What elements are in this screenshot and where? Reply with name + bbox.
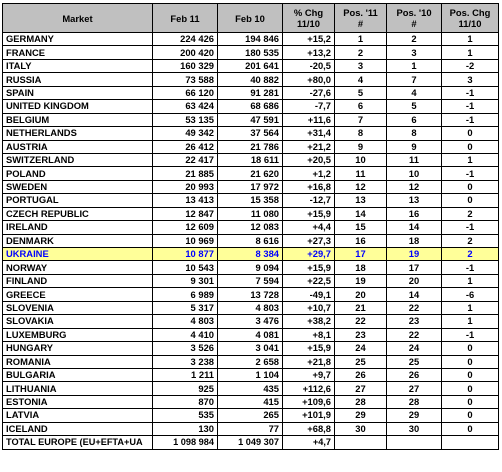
header-pct-chg: % Chg 11/10 [283,4,335,33]
cell-pos-chg: -1 [442,261,499,274]
table-row [3,194,499,207]
cell-pct-chg: +8,1 [283,328,335,341]
cell-feb10: 68 686 [218,100,283,113]
cell-pos-11: 24 [335,342,387,355]
cell-pos-chg: 2 [442,248,499,261]
cell-pos-chg: 1 [442,153,499,166]
cell-market: LITHUANIA [3,382,153,395]
cell-feb11: 1 211 [153,368,218,381]
cell-feb10: 194 846 [218,33,283,46]
cell-pos-chg: -1 [442,100,499,113]
cell-pct-chg: -49,1 [283,288,335,301]
table-row [3,33,499,46]
table-row [3,261,499,274]
header-market: Market [3,4,153,33]
cell-pos-10: 8 [387,127,442,140]
table-row [3,140,499,153]
cell-pos-chg: 0 [442,382,499,395]
cell-feb10: 435 [218,382,283,395]
table-row [3,59,499,72]
cell-pos-chg: 2 [442,207,499,220]
cell-feb10: 4 803 [218,301,283,314]
cell-feb10: 180 535 [218,46,283,59]
cell-pos-11: 18 [335,261,387,274]
cell-market: SWEDEN [3,180,153,193]
cell-market: SLOVAKIA [3,315,153,328]
cell-pos-11: 4 [335,73,387,86]
cell-feb10: 201 641 [218,59,283,72]
cell-pos-chg: 1 [442,33,499,46]
cell-pos-chg: -1 [442,86,499,99]
cell-feb11: 3 238 [153,355,218,368]
cell-feb11: 1 098 984 [153,436,218,449]
table-row [3,342,499,355]
cell-pos-chg: 0 [442,422,499,435]
cell-feb10: 8 384 [218,248,283,261]
cell-pos-10: 14 [387,221,442,234]
cell-feb11: 13 413 [153,194,218,207]
cell-pos-11: 28 [335,395,387,408]
cell-feb11: 63 424 [153,100,218,113]
cell-pct-chg: +4,4 [283,221,335,234]
cell-market: ESTONIA [3,395,153,408]
cell-feb10: 9 094 [218,261,283,274]
cell-pos-chg: -1 [442,113,499,126]
cell-pct-chg: +11,6 [283,113,335,126]
cell-pos-chg: -1 [442,328,499,341]
cell-pos-11: 12 [335,180,387,193]
cell-market: FINLAND [3,274,153,287]
table-row [3,274,499,287]
cell-feb10: 7 594 [218,274,283,287]
header-feb10: Feb 10 [218,4,283,33]
cell-pos-10: 22 [387,301,442,314]
cell-feb11: 3 526 [153,342,218,355]
header-row [3,4,499,33]
cell-pos-chg: -1 [442,221,499,234]
cell-pct-chg: +80,0 [283,73,335,86]
table-row [3,113,499,126]
table-row [3,248,499,261]
cell-feb11: 9 301 [153,274,218,287]
cell-pos-10: 13 [387,194,442,207]
cell-pos-chg: 2 [442,234,499,247]
cell-pct-chg: +112,6 [283,382,335,395]
cell-pos-10: 24 [387,342,442,355]
cell-feb11: 200 420 [153,46,218,59]
cell-pos-10: 7 [387,73,442,86]
table-row [3,409,499,422]
table-row [3,355,499,368]
cell-pos-chg: 0 [442,409,499,422]
cell-pos-chg: 0 [442,342,499,355]
cell-feb10: 3 476 [218,315,283,328]
cell-feb11: 10 969 [153,234,218,247]
cell-pos-chg: 3 [442,73,499,86]
header-pos-11: Pos. '11 # [335,4,387,33]
cell-feb10: 1 049 307 [218,436,283,449]
cell-feb10: 415 [218,395,283,408]
cell-pos-11: 10 [335,153,387,166]
table-row [3,288,499,301]
cell-feb11: 870 [153,395,218,408]
cell-pos-10: 16 [387,207,442,220]
cell-pct-chg: +4,7 [283,436,335,449]
cell-pos-chg: 0 [442,127,499,140]
cell-feb11: 12 609 [153,221,218,234]
cell-pos-11: 14 [335,207,387,220]
cell-feb10: 2 658 [218,355,283,368]
cell-pct-chg: -12,7 [283,194,335,207]
cell-feb10: 265 [218,409,283,422]
table-row [3,207,499,220]
table-row [3,395,499,408]
cell-pos-chg: 0 [442,194,499,207]
cell-pct-chg: +16,8 [283,180,335,193]
cell-feb11: 10 543 [153,261,218,274]
cell-market: ITALY [3,59,153,72]
table-row [3,221,499,234]
table-row [3,167,499,180]
cell-feb10: 21 786 [218,140,283,153]
cell-feb11: 26 412 [153,140,218,153]
cell-pos-11: 27 [335,382,387,395]
cell-pct-chg: -27,6 [283,86,335,99]
cell-market: DENMARK [3,234,153,247]
cell-pos-11: 17 [335,248,387,261]
cell-pos-11: 30 [335,422,387,435]
cell-pct-chg: +1,2 [283,167,335,180]
cell-market: CZECH REPUBLIC [3,207,153,220]
cell-market: HUNGARY [3,342,153,355]
cell-pos-11: 29 [335,409,387,422]
cell-pos-chg: 1 [442,274,499,287]
cell-feb10: 4 081 [218,328,283,341]
cell-feb10: 40 882 [218,73,283,86]
cell-pos-chg [442,436,499,449]
cell-pos-11: 3 [335,59,387,72]
table-row [3,73,499,86]
cell-pos-10 [387,436,442,449]
table-row [3,46,499,59]
table-row [3,382,499,395]
cell-pos-10: 30 [387,422,442,435]
cell-market: ROMANIA [3,355,153,368]
table-row [3,301,499,314]
cell-pct-chg: +15,9 [283,261,335,274]
table-row [3,153,499,166]
cell-feb11: 4 410 [153,328,218,341]
cell-market: NORWAY [3,261,153,274]
cell-pos-10: 20 [387,274,442,287]
cell-pct-chg: +27,3 [283,234,335,247]
cell-pos-10: 14 [387,288,442,301]
cell-feb10: 18 611 [218,153,283,166]
cell-feb10: 3 041 [218,342,283,355]
cell-feb11: 10 877 [153,248,218,261]
cell-feb11: 73 588 [153,73,218,86]
cell-pos-11: 20 [335,288,387,301]
cell-pos-10: 22 [387,328,442,341]
cell-pos-11: 16 [335,234,387,247]
cell-feb10: 11 080 [218,207,283,220]
cell-feb10: 13 728 [218,288,283,301]
cell-market: UNITED KINGDOM [3,100,153,113]
cell-feb11: 66 120 [153,86,218,99]
cell-pos-chg: -2 [442,59,499,72]
cell-feb10: 47 591 [218,113,283,126]
cell-pos-10: 9 [387,140,442,153]
cell-pos-chg: 0 [442,180,499,193]
cell-pct-chg: +15,9 [283,207,335,220]
cell-pos-11: 15 [335,221,387,234]
cell-pos-10: 25 [387,355,442,368]
cell-pos-chg: 1 [442,315,499,328]
cell-market: SWITZERLAND [3,153,153,166]
cell-pct-chg: +38,2 [283,315,335,328]
cell-feb11: 4 803 [153,315,218,328]
cell-pos-11: 19 [335,274,387,287]
cell-feb11: 20 993 [153,180,218,193]
cell-pct-chg: +22,5 [283,274,335,287]
table-row [3,328,499,341]
cell-feb10: 21 620 [218,167,283,180]
cell-feb10: 91 281 [218,86,283,99]
table-row [3,422,499,435]
table-row [3,315,499,328]
cell-pct-chg: +31,4 [283,127,335,140]
cell-pct-chg: +15,9 [283,342,335,355]
header-pos-chg: Pos. Chg 11/10 [442,4,499,33]
cell-pos-10: 19 [387,248,442,261]
cell-pos-10: 1 [387,59,442,72]
cell-market: PORTUGAL [3,194,153,207]
cell-pos-11: 1 [335,33,387,46]
cell-feb11: 160 329 [153,59,218,72]
total-row [3,436,499,449]
cell-pos-11: 22 [335,315,387,328]
cell-pct-chg: +15,2 [283,33,335,46]
cell-pos-10: 12 [387,180,442,193]
table-row [3,368,499,381]
cell-feb10: 1 104 [218,368,283,381]
cell-pos-chg: 1 [442,46,499,59]
cell-pos-10: 2 [387,33,442,46]
cell-feb10: 12 083 [218,221,283,234]
cell-market: IRELAND [3,221,153,234]
cell-pos-11: 5 [335,86,387,99]
table-row [3,180,499,193]
cell-pos-chg: 1 [442,301,499,314]
cell-pos-11: 9 [335,140,387,153]
cell-pct-chg: +20,5 [283,153,335,166]
cell-market: SLOVENIA [3,301,153,314]
cell-pos-10: 10 [387,167,442,180]
cell-pct-chg: +9,7 [283,368,335,381]
cell-feb11: 12 847 [153,207,218,220]
cell-feb10: 8 616 [218,234,283,247]
table-row [3,234,499,247]
cell-pos-chg: -6 [442,288,499,301]
cell-pos-11: 11 [335,167,387,180]
cell-feb11: 130 [153,422,218,435]
cell-feb11: 224 426 [153,33,218,46]
cell-pos-11: 8 [335,127,387,140]
cell-market: FRANCE [3,46,153,59]
cell-feb11: 925 [153,382,218,395]
cell-market: GREECE [3,288,153,301]
cell-pct-chg: +109,6 [283,395,335,408]
cell-market: UKRAINE [3,248,153,261]
cell-pct-chg: +101,9 [283,409,335,422]
cell-pct-chg: +13,2 [283,46,335,59]
cell-market: ICELAND [3,422,153,435]
cell-market: RUSSIA [3,73,153,86]
cell-pos-11 [335,436,387,449]
cell-market: LUXEMBURG [3,328,153,341]
cell-pos-chg: 0 [442,395,499,408]
cell-pos-chg: 0 [442,355,499,368]
cell-feb11: 535 [153,409,218,422]
cell-pos-10: 23 [387,315,442,328]
cell-pos-10: 4 [387,86,442,99]
market-table [2,3,499,450]
cell-market: SPAIN [3,86,153,99]
cell-pos-11: 25 [335,355,387,368]
cell-feb11: 5 317 [153,301,218,314]
cell-pos-10: 5 [387,100,442,113]
cell-pos-10: 6 [387,113,442,126]
cell-pos-11: 21 [335,301,387,314]
cell-market: LATVIA [3,409,153,422]
cell-pos-11: 13 [335,194,387,207]
table-row [3,86,499,99]
cell-pct-chg: +21,2 [283,140,335,153]
cell-pct-chg: -20,5 [283,59,335,72]
cell-pos-10: 18 [387,234,442,247]
cell-pct-chg: +68,8 [283,422,335,435]
cell-pos-10: 17 [387,261,442,274]
cell-feb10: 77 [218,422,283,435]
cell-pct-chg: -7,7 [283,100,335,113]
cell-pct-chg: +10,7 [283,301,335,314]
cell-market: GERMANY [3,33,153,46]
cell-pos-11: 6 [335,100,387,113]
cell-market: BELGIUM [3,113,153,126]
cell-pos-chg: -1 [442,167,499,180]
cell-pos-10: 27 [387,382,442,395]
header-pos-10: Pos. '10 # [387,4,442,33]
cell-pos-11: 26 [335,368,387,381]
cell-pos-chg: 0 [442,140,499,153]
cell-feb11: 22 417 [153,153,218,166]
cell-feb11: 21 885 [153,167,218,180]
cell-feb11: 53 135 [153,113,218,126]
cell-pos-10: 3 [387,46,442,59]
cell-feb10: 17 972 [218,180,283,193]
table-row [3,100,499,113]
cell-feb10: 15 358 [218,194,283,207]
table-row [3,127,499,140]
cell-feb11: 49 342 [153,127,218,140]
cell-pct-chg: +29,7 [283,248,335,261]
cell-pos-11: 2 [335,46,387,59]
cell-pos-10: 28 [387,395,442,408]
cell-market: AUSTRIA [3,140,153,153]
cell-pct-chg: +21,8 [283,355,335,368]
cell-pos-11: 7 [335,113,387,126]
cell-pos-10: 29 [387,409,442,422]
cell-market: NETHERLANDS [3,127,153,140]
cell-market: TOTAL EUROPE (EU+EFTA+UA [3,436,153,449]
cell-market: BULGARIA [3,368,153,381]
cell-feb11: 6 989 [153,288,218,301]
cell-pos-10: 26 [387,368,442,381]
cell-feb10: 37 564 [218,127,283,140]
cell-pos-chg: 0 [442,368,499,381]
cell-market: POLAND [3,167,153,180]
cell-pos-10: 11 [387,153,442,166]
cell-pos-11: 23 [335,328,387,341]
header-feb11: Feb 11 [153,4,218,33]
